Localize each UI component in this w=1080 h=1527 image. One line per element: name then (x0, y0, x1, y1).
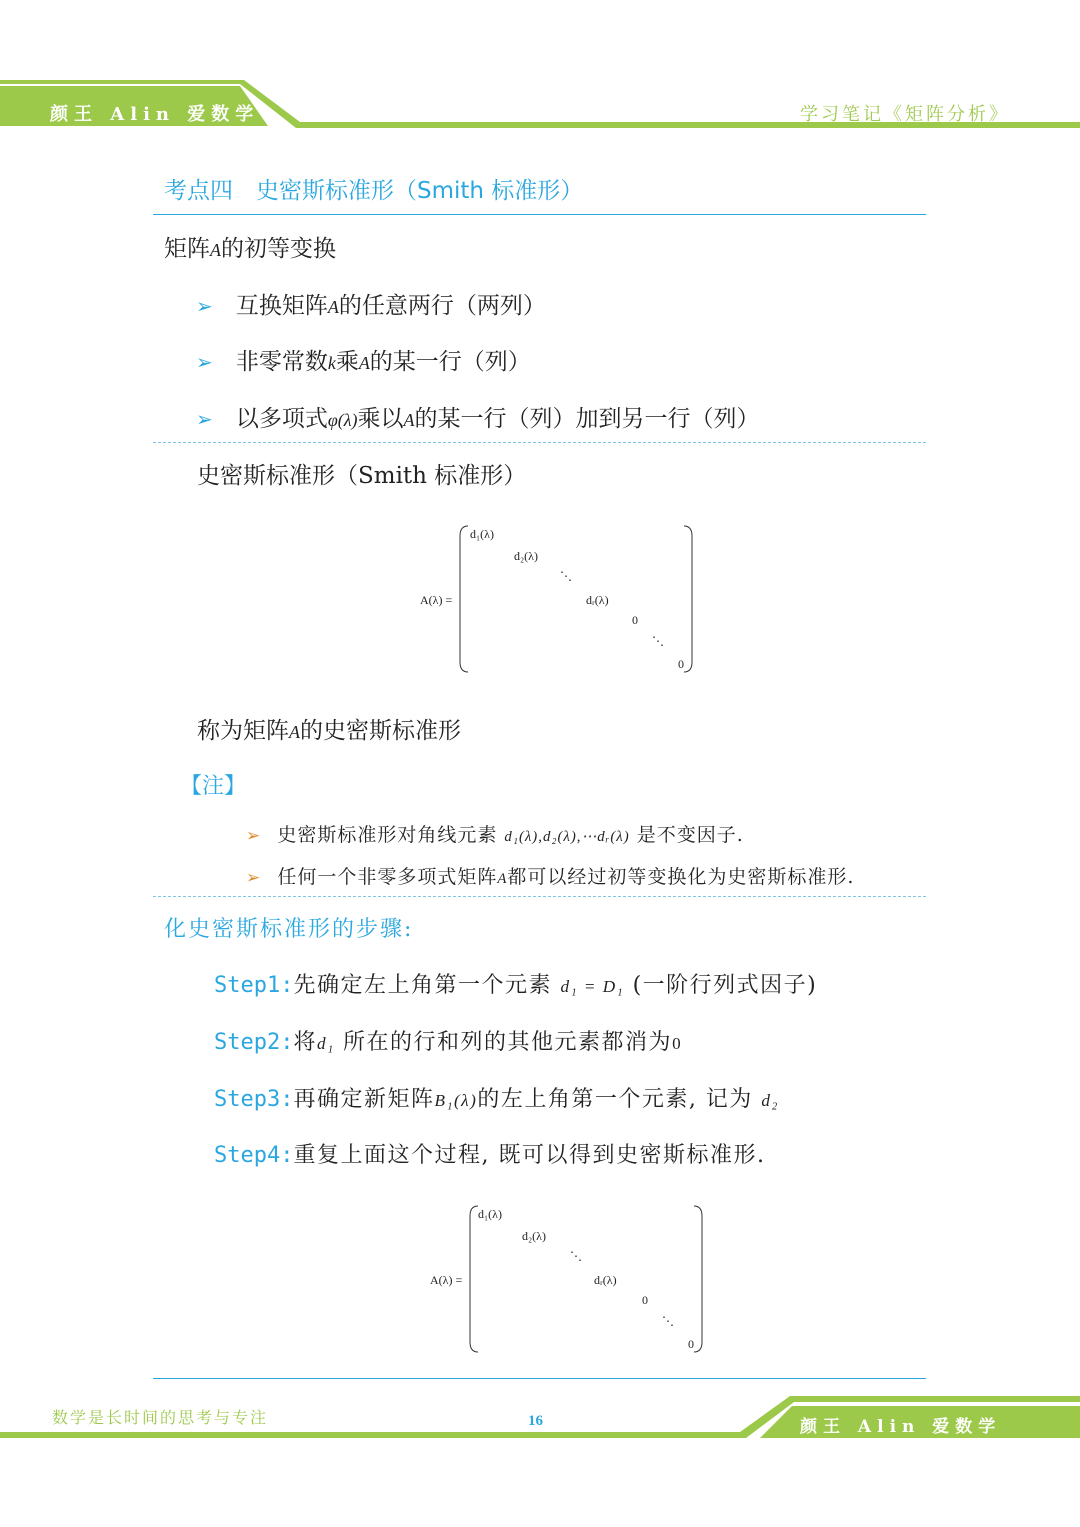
steps-title: 化史密斯标准形的步骤: (164, 917, 414, 942)
entry-dots-1: ⋱ (570, 1249, 582, 1263)
smith-heading: 史密斯标准形（Smith 标准形） (197, 463, 527, 489)
matrix-lhs: A(λ) = (430, 1273, 463, 1287)
step-4: Step4:重复上面这个过程, 既可以得到史密斯标准形. (214, 1143, 766, 1168)
entry-zero-1: 0 (632, 613, 638, 627)
right-paren (684, 526, 692, 672)
arrow-bullet-icon: ➢ (196, 350, 213, 374)
footer-right-label: 颜王 Alin 爱数学 (800, 1417, 1002, 1437)
entry-d2: d₂(λ) (522, 1229, 546, 1243)
dashed-divider (153, 442, 926, 443)
entry-dots-2: ⋱ (662, 1314, 674, 1328)
entry-d1: d₁(λ) (478, 1207, 502, 1221)
left-paren (470, 1206, 478, 1352)
right-paren (694, 1206, 702, 1352)
entry-dr: dᵣ(λ) (594, 1273, 617, 1287)
left-paren (460, 526, 468, 672)
note-item-1: ➢ 史密斯标准形对角线元素 d₁(λ),d₂(λ),⋯dᵣ(λ) 是不变因子. (246, 824, 744, 846)
entry-zero-2: 0 (678, 657, 684, 671)
note-item-2: ➢ 任何一个非零多项式矩阵A都可以经过初等变换化为史密斯标准形. (246, 866, 855, 888)
orange-arrow-icon: ➢ (246, 868, 261, 888)
entry-d2: d₂(λ) (514, 549, 538, 563)
footer-left-label: 数学是长时间的思考与专注 (52, 1408, 269, 1427)
op-item-2: ➢ 非零常数k乘A的某一行（列） (196, 349, 531, 375)
intro-line: 矩阵A的初等变换 (164, 236, 336, 262)
entry-d1: d₁(λ) (470, 527, 494, 541)
header-left-label: 颜王 Alin 爱数学 (50, 104, 260, 125)
matrix-lhs: A(λ) = (420, 593, 453, 607)
arrow-bullet-icon: ➢ (196, 294, 213, 318)
smith-matrix-2 (420, 1200, 720, 1360)
step-3: Step3:再确定新矩阵B₁(λ)的左上角第一个元素, 记为 d₂ (214, 1087, 779, 1112)
title-rule (153, 214, 926, 215)
step-2: Step2:将d₁ 所在的行和列的其他元素都消为0 (214, 1030, 683, 1055)
page-number: 16 (528, 1413, 543, 1429)
step-1: Step1:先确定左上角第一个元素 d₁ = D₁ (一阶行列式因子) (214, 973, 818, 998)
arrow-bullet-icon: ➢ (196, 407, 213, 431)
entry-zero-1: 0 (642, 1293, 648, 1307)
header-right-label: 学习笔记《矩阵分析》 (800, 104, 1010, 125)
entry-dots-2: ⋱ (652, 634, 664, 648)
entry-dr: dᵣ(λ) (586, 593, 609, 607)
smith-caption: 称为矩阵A的史密斯标准形 (197, 718, 461, 744)
entry-dots-1: ⋱ (560, 569, 572, 583)
note-tag: 【注】 (180, 774, 247, 799)
footer-rule (153, 1378, 926, 1379)
op-item-1: ➢ 互换矩阵A的任意两行（两列） (196, 293, 546, 319)
orange-arrow-icon: ➢ (246, 826, 261, 846)
section-title: 考点四 史密斯标准形（Smith 标准形） (164, 178, 584, 204)
smith-matrix-1 (410, 520, 710, 680)
op-item-3: ➢ 以多项式φ(λ)乘以A的某一行（列）加到另一行（列） (196, 406, 760, 432)
dashed-divider (153, 896, 926, 897)
entry-zero-2: 0 (688, 1337, 694, 1351)
